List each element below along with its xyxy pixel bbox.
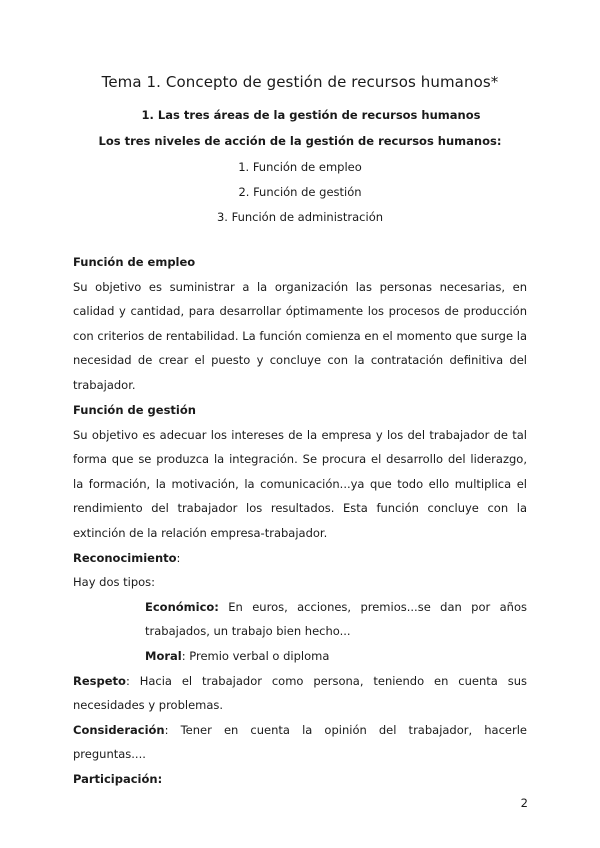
page-title: Tema 1. Concepto de gestión de recursos humanos*: [101, 73, 499, 91]
term-text: En euros, acciones, premios...se dan por años trabajados, un trabajo bien hecho...: [145, 599, 527, 639]
consideracion-item: [73, 718, 527, 767]
term-label: Económico:: [145, 599, 219, 614]
term-text: : Tener en cuenta la opinión del trabajador, hacerle preguntas....: [73, 722, 527, 762]
section-subtitle: 1. Las tres áreas de la gestión de recursos humanos: [141, 108, 481, 122]
paragraph: Su objetivo es suministrar a la organización las personas necesarias, en calidad y cantidad, para desarrollar óptimamente los procesos de producción con criterios de rentabilidad. La función comienza en el momento que surge la necesidad de crear el puesto y concluye con la contratación definitiva del trabajador.: [73, 279, 527, 392]
section-empleo: [73, 250, 527, 398]
term-text: : Hacia el trabajador como persona, teniendo en cuenta sus necesidades y problemas.: [73, 673, 527, 713]
page-number: 2: [520, 796, 528, 810]
list-item: 3. Función de administración: [216, 210, 384, 224]
term-label: Moral: [145, 648, 182, 663]
respeto-item: [73, 669, 527, 718]
section-heading: Función de gestión: [73, 403, 196, 417]
section-gestion: [73, 398, 527, 792]
list-item: 2. Función de gestión: [238, 185, 362, 199]
reconocimiento-intro: Hay dos tipos:: [73, 575, 156, 590]
term-label: Consideración: [73, 722, 165, 737]
levels-list: [0, 158, 600, 233]
levels-heading: Los tres niveles de acción de la gestión de recursos humanos:: [98, 134, 502, 148]
term-text: : Premio verbal o diploma: [181, 648, 330, 663]
list-item: 1. Función de empleo: [238, 160, 362, 174]
section-heading: Función de empleo: [73, 255, 196, 269]
participacion-item: Participación:: [73, 771, 163, 786]
paragraph: Su objetivo es adecuar los intereses de la empresa y los del trabajador de tal forma que se produzca la integración. Se procura el desarrollo del liderazgo, la formación, la motivación, la comunicación...ya que todo ello multiplica el rendimiento del trabajador los resultados. Esta función concluye con la extinción de la relación empresa-trabajador.: [73, 427, 527, 540]
reconocimiento-line: [73, 546, 527, 571]
economico-item: [73, 595, 527, 644]
moral-item: [73, 644, 527, 669]
term-label: Respeto: [73, 673, 126, 688]
term-colon: :: [176, 550, 181, 565]
term-label: Reconocimiento: [73, 550, 177, 565]
